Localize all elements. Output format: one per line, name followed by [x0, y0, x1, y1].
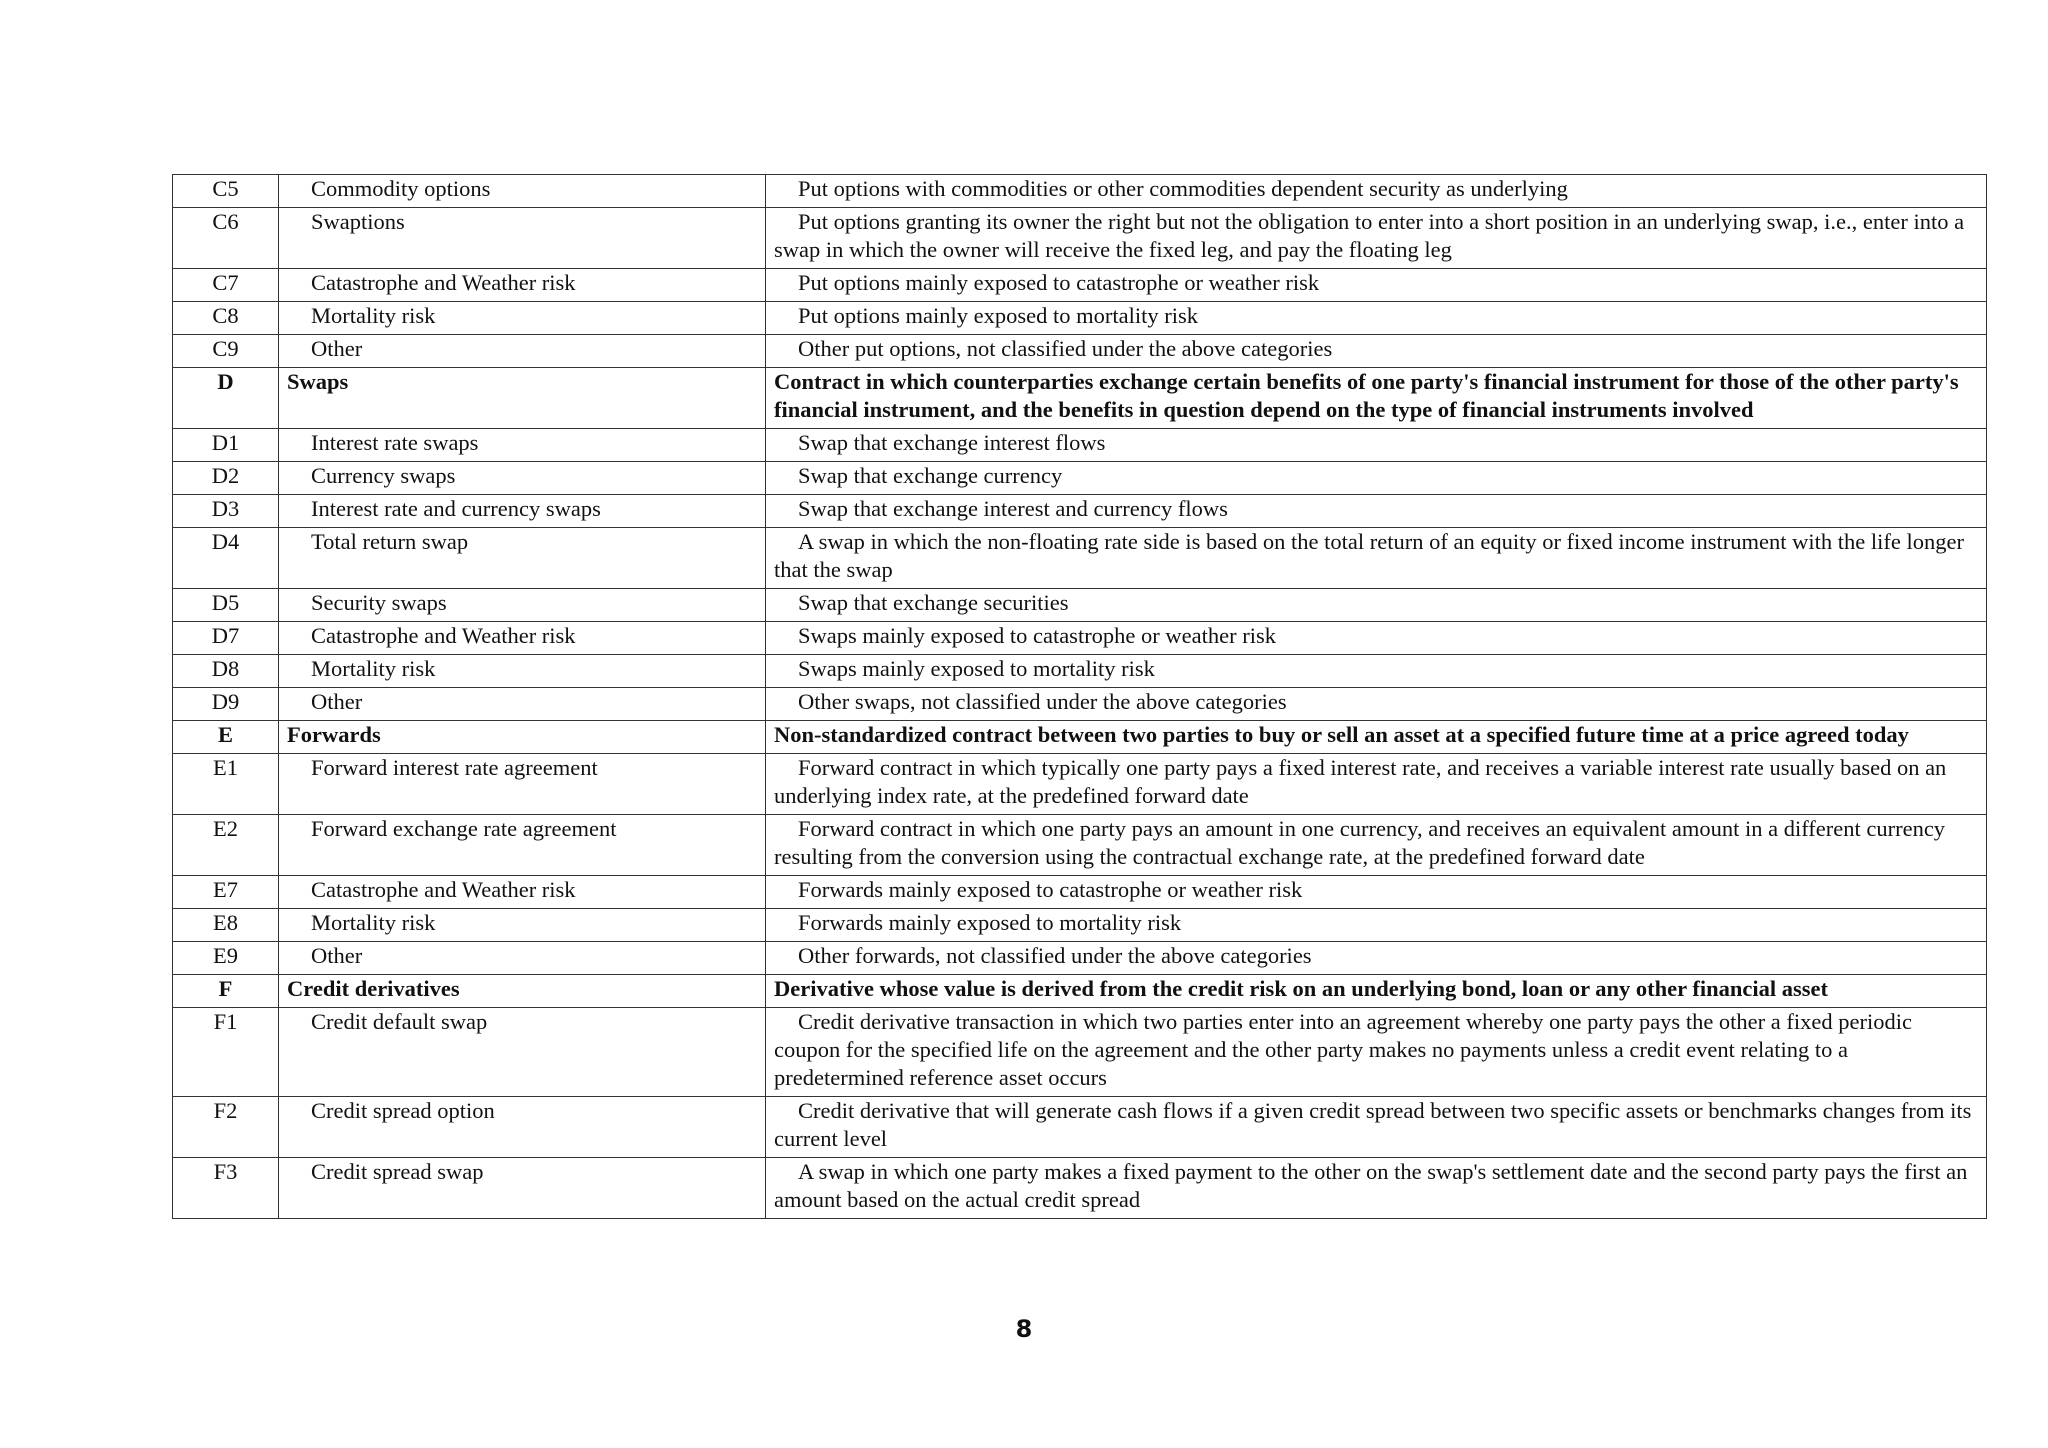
row-code: E1: [173, 754, 279, 815]
table-row: [173, 754, 1987, 815]
table-row: [173, 909, 1987, 942]
row-name: Forwards: [279, 721, 766, 754]
row-name: Interest rate and currency swaps: [279, 495, 766, 528]
row-description: Swap that exchange interest flows: [766, 429, 1987, 462]
table-row: [173, 462, 1987, 495]
row-name: Catastrophe and Weather risk: [279, 269, 766, 302]
category-row: [173, 368, 1987, 429]
table-row: [173, 528, 1987, 589]
table-row: [173, 589, 1987, 622]
row-name: Credit spread swap: [279, 1158, 766, 1219]
row-description: A swap in which one party makes a fixed payment to the other on the swap's settlement date and the second party pays the first an amount based on the actual credit spread: [766, 1158, 1987, 1219]
row-code: C5: [173, 175, 279, 208]
row-description: Swaps mainly exposed to mortality risk: [766, 655, 1987, 688]
table-row: [173, 175, 1987, 208]
row-description: Put options mainly exposed to catastrophe or weather risk: [766, 269, 1987, 302]
row-name: Security swaps: [279, 589, 766, 622]
row-code: E8: [173, 909, 279, 942]
row-description: Forwards mainly exposed to mortality risk: [766, 909, 1987, 942]
row-description: Other forwards, not classified under the above categories: [766, 942, 1987, 975]
table-row: [173, 302, 1987, 335]
row-name: Swaps: [279, 368, 766, 429]
row-name: Currency swaps: [279, 462, 766, 495]
row-description: Forwards mainly exposed to catastrophe or weather risk: [766, 876, 1987, 909]
category-row: [173, 721, 1987, 754]
row-code: F: [173, 975, 279, 1008]
row-code: E7: [173, 876, 279, 909]
row-description: A swap in which the non-floating rate side is based on the total return of an equity or fixed income instrument with the life longer that the swap: [766, 528, 1987, 589]
row-description: Put options mainly exposed to mortality risk: [766, 302, 1987, 335]
row-name: Other: [279, 942, 766, 975]
row-description: Other swaps, not classified under the above categories: [766, 688, 1987, 721]
row-name: Commodity options: [279, 175, 766, 208]
row-code: D1: [173, 429, 279, 462]
row-name: Credit derivatives: [279, 975, 766, 1008]
row-description: Contract in which counterparties exchange certain benefits of one party's financial instrument for those of the other party's financial instrument, and the benefits in question depend on the type of financial instruments involved: [766, 368, 1987, 429]
row-name: Swaptions: [279, 208, 766, 269]
row-description: Put options granting its owner the right but not the obligation to enter into a short position in an underlying swap, i.e., enter into a swap in which the owner will receive the fixed leg, and pay the floating leg: [766, 208, 1987, 269]
row-code: F2: [173, 1097, 279, 1158]
table-row: [173, 942, 1987, 975]
row-code: C9: [173, 335, 279, 368]
row-description: Forward contract in which one party pays an amount in one currency, and receives an equivalent amount in a different currency resulting from the conversion using the contractual exchange rate, at the predefined forward date: [766, 815, 1987, 876]
row-description: Credit derivative that will generate cash flows if a given credit spread between two specific assets or benchmarks changes from its current level: [766, 1097, 1987, 1158]
row-description: Non-standardized contract between two parties to buy or sell an asset at a specified future time at a price agreed today: [766, 721, 1987, 754]
row-code: E2: [173, 815, 279, 876]
table-row: [173, 429, 1987, 462]
row-description: Forward contract in which typically one party pays a fixed interest rate, and receives a variable interest rate usually based on an underlying index rate, at the predefined forward date: [766, 754, 1987, 815]
row-code: D2: [173, 462, 279, 495]
table-row: [173, 1158, 1987, 1219]
table-row: [173, 688, 1987, 721]
row-code: D8: [173, 655, 279, 688]
table-row: [173, 208, 1987, 269]
row-name: Interest rate swaps: [279, 429, 766, 462]
row-name: Mortality risk: [279, 655, 766, 688]
row-description: Swap that exchange currency: [766, 462, 1987, 495]
row-name: Catastrophe and Weather risk: [279, 622, 766, 655]
row-code: D4: [173, 528, 279, 589]
row-code: F1: [173, 1008, 279, 1097]
row-name: Mortality risk: [279, 909, 766, 942]
row-description: Swaps mainly exposed to catastrophe or weather risk: [766, 622, 1987, 655]
table-row: [173, 269, 1987, 302]
row-description: Swap that exchange interest and currency flows: [766, 495, 1987, 528]
row-code: D9: [173, 688, 279, 721]
table-row: [173, 495, 1987, 528]
table-row: [173, 1097, 1987, 1158]
row-name: Forward interest rate agreement: [279, 754, 766, 815]
row-code: C8: [173, 302, 279, 335]
row-description: Other put options, not classified under the above categories: [766, 335, 1987, 368]
table-row: [173, 622, 1987, 655]
row-code: D: [173, 368, 279, 429]
row-code: D3: [173, 495, 279, 528]
row-description: Derivative whose value is derived from the credit risk on an underlying bond, loan or any other financial asset: [766, 975, 1987, 1008]
row-description: Credit derivative transaction in which two parties enter into an agreement whereby one party pays the other a fixed periodic coupon for the specified life on the agreement and the other party makes no payments unless a credit event relating to a predetermined reference asset occurs: [766, 1008, 1987, 1097]
table-body: [173, 175, 1987, 1219]
row-name: Mortality risk: [279, 302, 766, 335]
row-name: Other: [279, 335, 766, 368]
row-description: Swap that exchange securities: [766, 589, 1987, 622]
row-code: C6: [173, 208, 279, 269]
row-name: Forward exchange rate agreement: [279, 815, 766, 876]
table-row: [173, 1008, 1987, 1097]
page-number: 8: [1015, 1315, 1033, 1343]
row-name: Credit default swap: [279, 1008, 766, 1097]
category-row: [173, 975, 1987, 1008]
derivatives-classification-table: [172, 174, 1987, 1219]
row-code: D5: [173, 589, 279, 622]
table-row: [173, 335, 1987, 368]
row-code: C7: [173, 269, 279, 302]
row-name: Catastrophe and Weather risk: [279, 876, 766, 909]
row-name: Credit spread option: [279, 1097, 766, 1158]
table-row: [173, 815, 1987, 876]
table-row: [173, 655, 1987, 688]
table-row: [173, 876, 1987, 909]
row-description: Put options with commodities or other commodities dependent security as underlying: [766, 175, 1987, 208]
row-code: D7: [173, 622, 279, 655]
row-code: F3: [173, 1158, 279, 1219]
row-name: Total return swap: [279, 528, 766, 589]
row-name: Other: [279, 688, 766, 721]
row-code: E: [173, 721, 279, 754]
row-code: E9: [173, 942, 279, 975]
